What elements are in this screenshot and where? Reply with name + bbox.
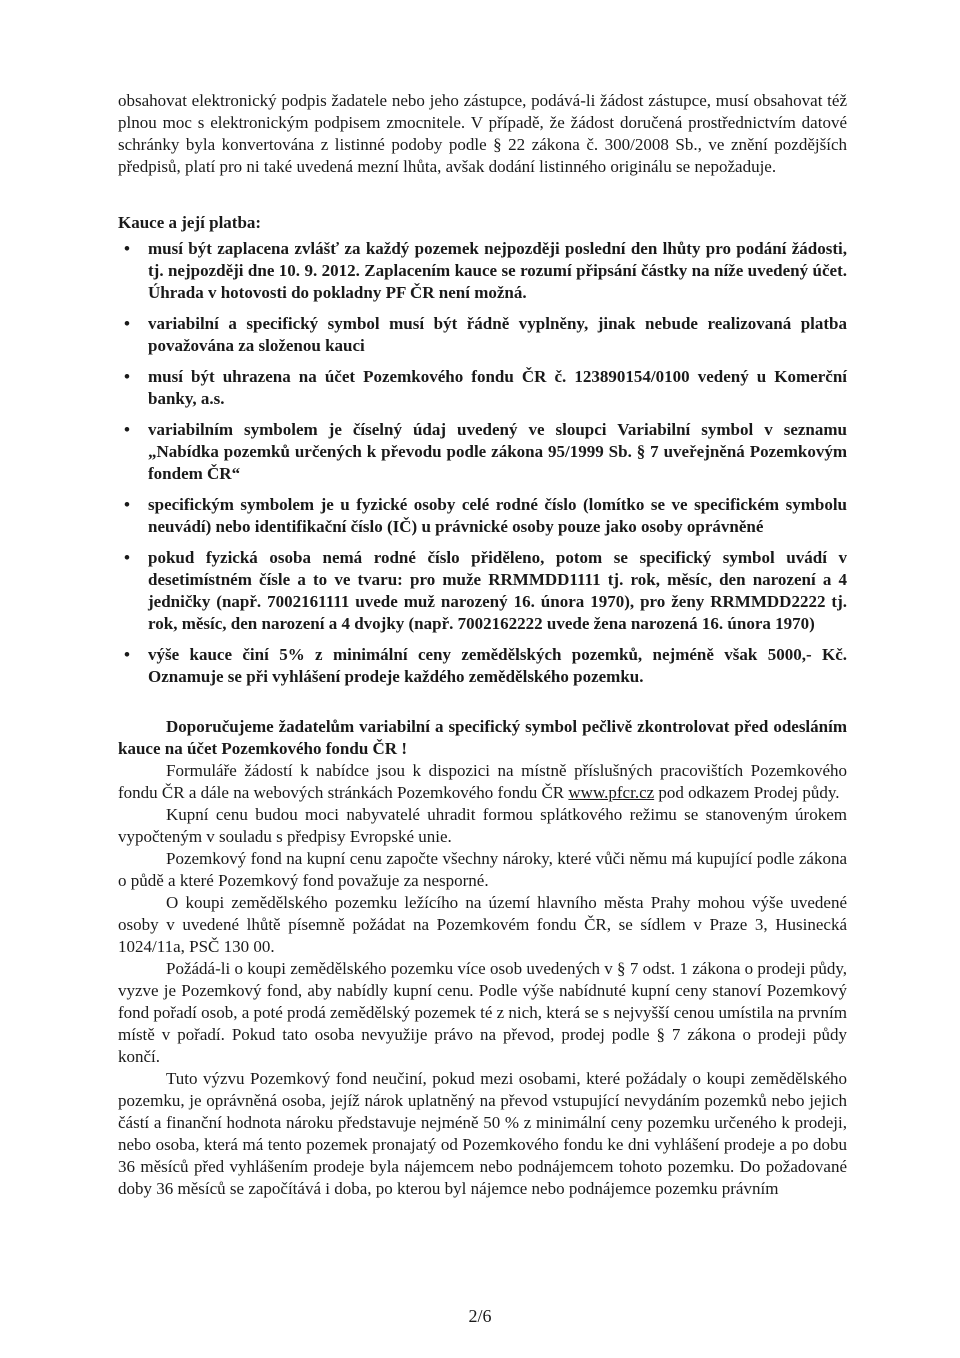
list-item: • musí být uhrazena na účet Pozemkového fondu ČR č. 123890154/0100 vedený u Komerční banky, a.s. bbox=[124, 367, 847, 408]
bullet-icon: • bbox=[124, 548, 130, 567]
bullet-icon: • bbox=[124, 495, 130, 514]
list-item: • variabilním symbolem je číselný údaj uvedený ve sloupci Variabilní symbol v seznamu „Nabídka pozemků určených k převodu podle zákona 95/1999 Sb. § 7 uveřejněná Pozemkovým fondem ČR“ bbox=[124, 420, 847, 483]
body-paragraph-installments: Kupní cenu budou moci nabyvatelé uhradit formou splátkového režimu se stanoveným úrokem vypočteným v souladu s předpisy Evropské unie. bbox=[118, 805, 847, 846]
bullet-icon: • bbox=[124, 367, 130, 386]
list-item: • pokud fyzická osoba nemá rodné číslo přiděleno, potom se specifický symbol uvádí v desetimístném čísle a to ve tvaru: pro muže RRMMDD1111 tj. rok, měsíc, den narození a 4 jedničky (např. 7002161111 uvede muž narozený 16. února 1970), pro ženy RRMMDD2222 tj. rok, měsíc, den narození a 4 dvojky (např. 7002162222 uvede žena narozená 16. února 1970) bbox=[124, 548, 847, 633]
bullet-icon: • bbox=[124, 420, 130, 439]
intro-paragraph: obsahovat elektronický podpis žadatele nebo jeho zástupce, podává-li žádost zástupce, musí obsahovat též plnou moc s elektronickým podpisem zmocnitele. V případě, že žádost doručená prostřednictvím datové schránky byla konvertována z listinné podoby podle § 22 zákona č. 300/2008 Sb., ve znění pozdějších předpisů, platí pro ni také uvedená mezní lhůta, avšak dodání listinného originálu se nepožaduje. bbox=[118, 91, 847, 176]
bullet-icon: • bbox=[124, 239, 130, 258]
body-paragraph-claims: Pozemkový fond na kupní cenu započte všechny nároky, které vůči němu má kupující podle zákona o půdě a které Pozemkový fond považuje za nesporné. bbox=[118, 849, 847, 890]
recommendation-notice: Doporučujeme žadatelům variabilní a specifický symbol pečlivě zkontrolovat před odesláním kauce na účet Pozemkového fondu ČR ! bbox=[118, 717, 847, 758]
body-paragraph-exception: Tuto výzvu Pozemkový fond neučiní, pokud mezi osobami, které požádaly o koupi zemědělského pozemku, je oprávněná osoba, jejíž nárok uplatněný na převod vstupující nevydáním pozemků nebo jejich částí a finanční hodnota nároku představuje nejméně 50 % z minimální ceny pozemku určeného k prodeji, nebo osoba, která má tento pozemek pronajatý od Pozemkového fondu ke dni vyhlášení prodeje a po dobu 36 měsíců před vyhlášením prodeje byla nájemcem nebo podnájemcem tohoto pozemku. Do požadované doby 36 měsíců se započítává i doba, po kterou byl nájemce nebo podnájemce pozemku právním bbox=[118, 1069, 847, 1198]
body-paragraph-prague: O koupi zemědělského pozemku ležícího na území hlavního města Prahy mohou výše uvedené osoby v uvedené lhůtě písemně požádat na Pozemkovém fondu ČR, se sídlem v Praze 3, Husinecká 1024/11a, PSČ 130 00. bbox=[118, 893, 847, 956]
list-item: • variabilní a specifický symbol musí být řádně vyplněny, jinak nebude realizovaná platba považována za složenou kauci bbox=[124, 314, 847, 355]
forms-paragraph: Formuláře žádostí k nabídce jsou k dispozici na místně příslušných pracovištích Pozemkového fondu ČR a dále na webových stránkách Pozemkového fondu ČR www.pfcr.cz pod odkazem Prodej půdy. bbox=[118, 761, 847, 802]
deposit-rules-list bbox=[118, 238, 847, 688]
deposit-heading: Kauce a její platba: bbox=[118, 213, 262, 232]
list-item: • specifickým symbolem je u fyzické osoby celé rodné číslo (lomítko se ve specifickém symbolu neuvádí) nebo identifikační číslo (IČ) u právnické osoby pouze jako osoby oprávněné bbox=[124, 495, 847, 536]
bullet-icon: • bbox=[124, 314, 130, 333]
page-number: 2/6 bbox=[468, 1306, 492, 1326]
body-paragraph-multiple-applicants: Požádá-li o koupi zemědělského pozemku více osob uvedených v § 7 odst. 1 zákona o prodeji půdy, vyzve je Pozemkový fond, aby nabídly kupní cenu. Podle výše nabídnuté kupní ceny stanoví Pozemkový fond pořadí osob, a poté prodá zemědělský pozemek té z nich, která se s nejvyšší cenou umístila na prvním místě v pořadí. Pokud tato osoba nevyužije právo na převod, prodej podle § 7 zákona o prodeji půdy končí. bbox=[118, 959, 847, 1066]
pfcr-website-link[interactable]: www.pfcr.cz bbox=[568, 783, 655, 802]
list-item: • výše kauce činí 5% z minimální ceny zemědělských pozemků, nejméně však 5000,- Kč. Oznamuje se při vyhlášení prodeje každého zemědělského pozemku. bbox=[124, 645, 847, 686]
bullet-icon: • bbox=[124, 645, 130, 664]
list-item: • musí být zaplacena zvlášť za každý pozemek nejpozději poslední den lhůty pro podání žádosti, tj. nejpozději dne 10. 9. 2012. Zaplacením kauce se rozumí připsání částky na níže uvedený účet. Úhrada v hotovosti do pokladny PF ČR není možná. bbox=[124, 239, 847, 302]
